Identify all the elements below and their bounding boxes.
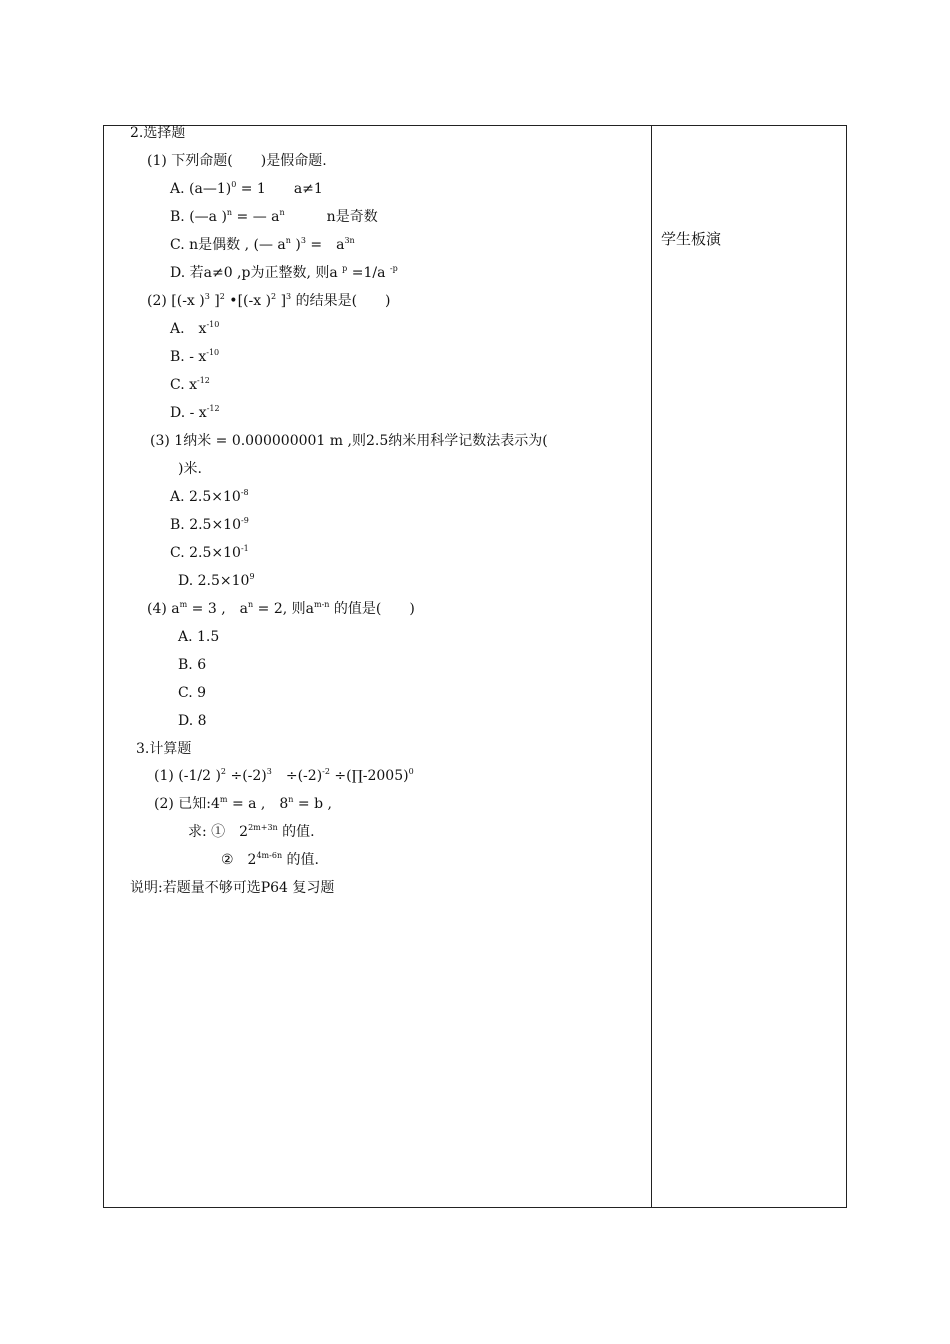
text-segment: D. 若a≠0 ,p为正整数, 则a — [170, 265, 343, 281]
text-line — [178, 460, 202, 478]
text-segment: (2) [(-x ) — [147, 293, 205, 309]
text-segment: 2.选择题 — [130, 125, 186, 141]
text-segment: = 3 , a — [187, 601, 249, 617]
superscript: 3n — [344, 236, 355, 245]
column-divider — [651, 125, 652, 1208]
text-segment: = a , 8 — [227, 796, 289, 812]
text-line — [188, 823, 315, 841]
superscript: 0 — [408, 767, 414, 776]
text-line — [147, 292, 391, 310]
superscript: -12 — [197, 376, 210, 385]
text-segment: (2) 已知:4 — [154, 796, 220, 812]
text-line — [150, 432, 548, 450]
text-segment: B. 6 — [178, 657, 207, 673]
text-line — [154, 767, 414, 785]
superscript: 3 — [300, 236, 306, 245]
text-segment: D. - x — [170, 405, 207, 421]
text-line — [170, 180, 323, 198]
superscript: 0 — [231, 180, 237, 189]
text-segment: =1/a — [347, 265, 390, 281]
superscript: 4m-6n — [256, 851, 283, 860]
superscript: -12 — [206, 404, 220, 413]
text-segment: ] — [276, 293, 287, 309]
text-segment: C. n是偶数 , (— a — [170, 237, 286, 253]
superscript: n — [279, 208, 285, 217]
text-segment: 说明:若题量不够可选P64 复习题 — [130, 880, 335, 896]
text-line — [170, 488, 249, 506]
text-segment: D. 8 — [178, 713, 207, 729]
text-segment: ÷(∏-2005) — [329, 768, 409, 784]
superscript: n — [285, 236, 291, 245]
text-segment: ] — [209, 293, 220, 309]
text-segment: A. x — [170, 321, 207, 337]
text-segment: A. 2.5×10 — [170, 489, 241, 505]
text-line — [170, 404, 220, 422]
superscript: 3 — [204, 292, 210, 301]
text-segment: ② 2 — [221, 852, 257, 868]
superscript: 2 — [271, 292, 277, 301]
side-note: 学生板演 — [661, 230, 722, 248]
superscript: 2m+3n — [248, 823, 278, 832]
text-line — [154, 795, 332, 813]
text-line — [130, 879, 334, 897]
superscript: m — [179, 600, 188, 609]
text-segment: C. x — [170, 377, 198, 393]
text-segment: = 1 a≠1 — [236, 181, 323, 197]
superscript: m — [219, 795, 228, 804]
superscript: -10 — [206, 320, 220, 329]
text-line — [170, 516, 249, 534]
text-segment: D. 2.5×10 — [178, 573, 250, 589]
text-line — [170, 208, 378, 226]
superscript: n — [288, 795, 294, 804]
superscript: m-n — [313, 600, 330, 609]
table-frame — [103, 125, 847, 1208]
text-line — [170, 348, 219, 366]
superscript: -9 — [241, 516, 249, 525]
text-segment: = a — [305, 237, 345, 253]
text-segment: ) — [290, 237, 301, 253]
superscript: -10 — [206, 348, 220, 357]
superscript: p — [342, 264, 348, 273]
text-line — [170, 264, 398, 282]
superscript: 2 — [220, 767, 227, 776]
text-line — [147, 152, 327, 170]
text-segment: (4) a — [147, 601, 180, 617]
superscript: -p — [389, 264, 398, 273]
text-segment: 的值. — [277, 824, 315, 840]
text-segment: •[(-x ) — [224, 293, 272, 309]
superscript: -8 — [240, 488, 249, 497]
superscript: -2 — [322, 767, 330, 776]
text-segment: (1) 下列命题( )是假命题. — [147, 153, 327, 169]
text-line — [178, 712, 207, 730]
text-line — [130, 124, 185, 142]
text-segment: A. 1.5 — [178, 629, 220, 645]
text-segment: 的值. — [282, 852, 319, 868]
text-segment: C. 9 — [178, 685, 207, 701]
text-segment: B. 2.5×10 — [170, 517, 241, 533]
superscript: 9 — [249, 572, 255, 581]
text-line — [170, 376, 210, 394]
superscript: 3 — [266, 767, 272, 776]
text-segment: B. (—a ) — [170, 209, 227, 225]
text-segment: B. - x — [170, 349, 207, 365]
superscript: 3 — [286, 292, 292, 301]
text-line — [136, 740, 191, 758]
text-segment: = 2, 则a — [253, 601, 314, 617]
superscript: -1 — [240, 544, 249, 553]
text-segment: )米. — [178, 461, 202, 477]
text-segment: ÷(-2) — [271, 768, 323, 784]
text-segment: (3) 1纳米 = 0.000000001 m ,则2.5纳米用科学记数法表示为( — [150, 433, 548, 449]
text-line — [178, 628, 219, 646]
text-line — [170, 544, 249, 562]
text-segment: 的值是( ) — [329, 601, 415, 617]
superscript: 2 — [219, 292, 225, 301]
text-line — [178, 656, 206, 674]
text-segment: = — a — [232, 209, 280, 225]
text-segment: 3.计算题 — [136, 741, 192, 757]
text-line — [170, 236, 355, 254]
text-segment: 求: ① 2 — [188, 824, 249, 840]
text-segment: 的结果是( ) — [291, 293, 391, 309]
text-line — [178, 684, 206, 702]
text-segment: (1) (-1/2 ) — [154, 768, 221, 784]
text-segment: ÷(-2) — [226, 768, 267, 784]
text-line — [178, 572, 255, 590]
superscript: n — [248, 600, 254, 609]
text-line — [147, 600, 415, 618]
text-segment: = b , — [293, 796, 332, 812]
text-segment: A. (a—1) — [170, 181, 232, 197]
text-line — [221, 851, 319, 869]
text-segment: n是奇数 — [284, 209, 378, 225]
text-line — [170, 320, 219, 338]
superscript: n — [226, 208, 233, 217]
text-segment: C. 2.5×10 — [170, 545, 241, 561]
